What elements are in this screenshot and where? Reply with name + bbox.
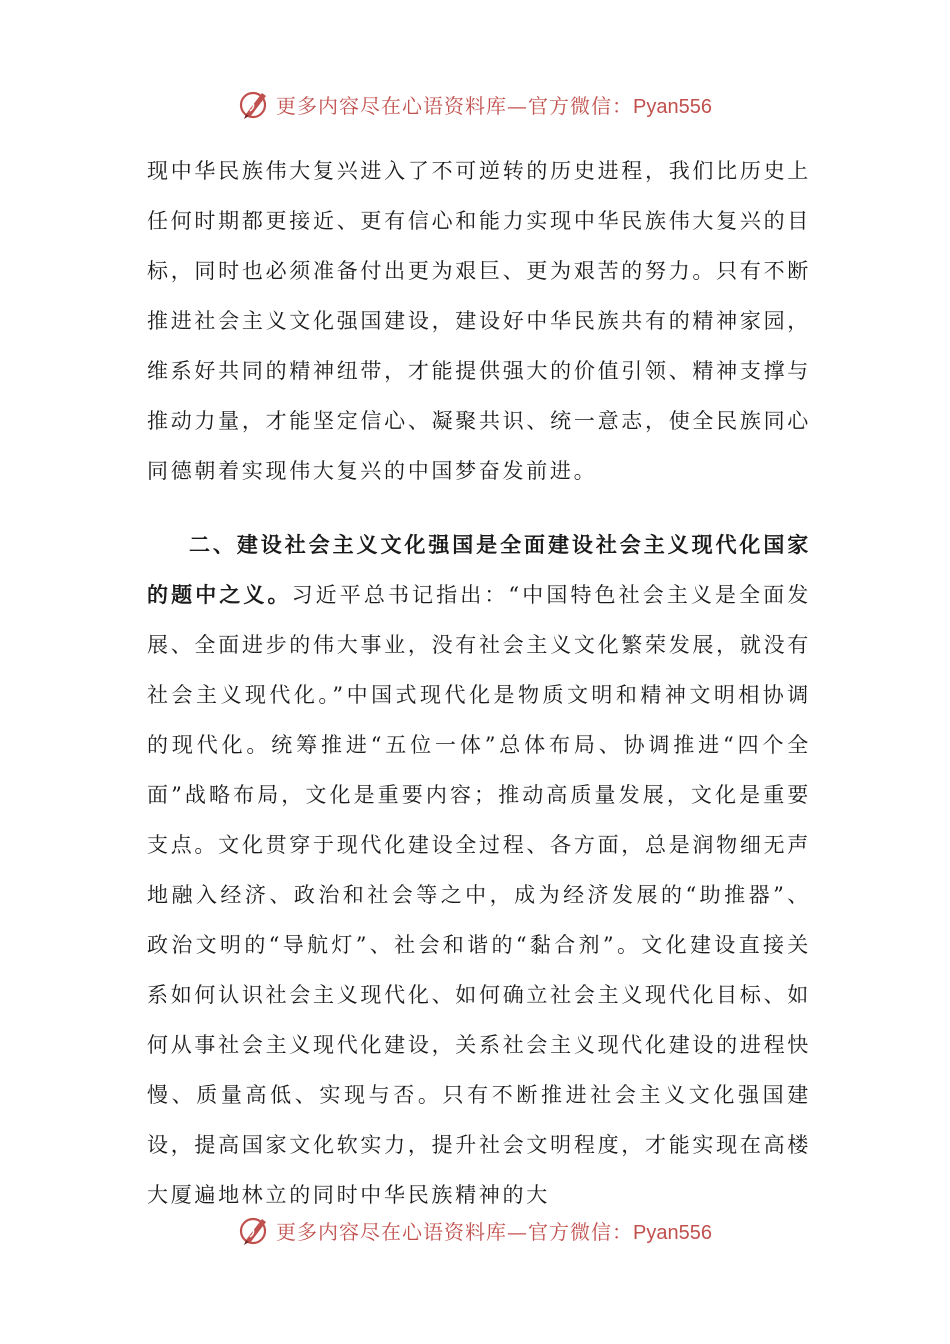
watermark-text — [276, 1216, 712, 1245]
pen-logo-icon — [238, 1213, 272, 1247]
footer-watermark-banner — [0, 1210, 950, 1250]
header-watermark-banner — [0, 84, 950, 124]
watermark-label: 更多内容尽在心语资料库—官方微信： — [276, 1219, 634, 1244]
watermark-text — [276, 90, 712, 119]
document-body — [147, 146, 811, 1220]
section-text: 习近平总书记指出：“中国特色社会主义是全面发展、全面进步的伟大事业，没有社会主义文化繁荣发展，就没有社会主义现代化。”中国式现代化是物质文明和精神文明相协调的现代化。统筹推进“五位一体”总体布局、协调推进“四个全面”战略布局，文化是重要内容；推动高质量发展，文化是重要支点。文化贯穿于现代化建设全过程、各方面，总是润物细无声地融入经济、政治和社会等之中，成为经济发展的“助推器”、政治文明的“导航灯”、社会和谐的“黏合剂”。文化建设直接关系如何认识社会主义现代化、如何确立社会主义现代化目标、如何从事社会主义现代化建设，关系社会主义现代化建设的进程快慢、质量高低、实现与否。只有不断推进社会主义文化强国建设，提高国家文化软实力，提升社会文明程度，才能实现在高楼大厦遍地林立的同时中华民族精神的大 — [147, 583, 812, 1207]
paragraph-continued: 现中华民族伟大复兴进入了不可逆转的历史进程，我们比历史上任何时期都更接近、更有信心和能力实现中华民族伟大复兴的目标，同时也必须准备付出更为艰巨、更为艰苦的努力。只有不断推进社会主义文化强国建设，建设好中华民族共有的精神家园，维系好共同的精神纽带，才能提供强大的价值引领、精神支撑与推动力量，才能坚定信心、凝聚共识、统一意志，使全民族同心同德朝着实现伟大复兴的中国梦奋发前进。 — [147, 159, 811, 483]
section-heading: 二、建设社会主义文化强国是全面建设社会主义现代化国家的题中之义。 — [147, 532, 811, 607]
wechat-id: Pyan556 — [633, 1221, 712, 1244]
watermark-label: 更多内容尽在心语资料库—官方微信： — [276, 93, 634, 118]
paragraph-section-two — [147, 520, 811, 1220]
pen-logo-icon — [238, 87, 272, 121]
wechat-id: Pyan556 — [633, 95, 712, 118]
